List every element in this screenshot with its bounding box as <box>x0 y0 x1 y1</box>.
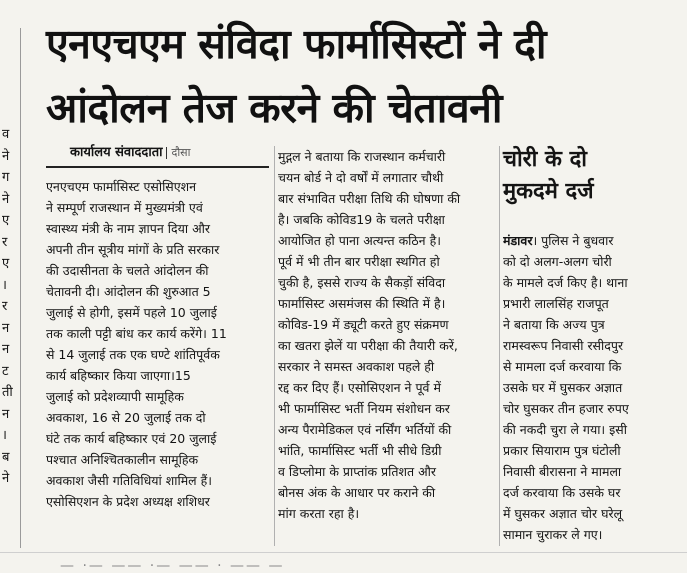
article-line: ने सम्पूर्ण राजस्थान में मुख्यमंत्री एवं <box>46 200 203 215</box>
fragment-glyph: ट <box>2 363 9 379</box>
story2-line: प्रकार सियाराम पुत्र घंटोली <box>503 443 621 458</box>
story2-line: की नकदी चुरा ले गया। इसी <box>503 422 627 437</box>
article-line: मुद्गल ने बताया कि राजस्थान कर्मचारी <box>278 149 446 164</box>
article-line: चयन बोर्ड ने दो वर्षों में लगातार चौथी <box>278 170 444 185</box>
fragment-glyph: न <box>2 342 10 357</box>
fragment-glyph: ने <box>2 471 10 486</box>
article-line: पश्चात अनिश्चितकालीन सामूहिक <box>46 452 199 467</box>
article-line: अवकाश जैसी गतिविधियां शामिल हैं। <box>46 473 212 488</box>
column-divider <box>274 146 275 546</box>
story2-line: सामान चुराकर ले गए। <box>503 527 603 542</box>
article-line: बोनस अंक के आधार पर कराने की <box>278 485 436 500</box>
article-line: जुलाई को प्रदेशव्यापी सामूहिक <box>46 389 184 404</box>
fragment-glyph: । <box>2 277 7 293</box>
article-column-2 <box>278 146 496 524</box>
fragment-glyph: र <box>2 234 8 250</box>
byline-city: दौसा <box>171 146 191 159</box>
story2-line: के मामले दर्ज किए है। थाना <box>503 275 628 290</box>
fragment-glyph: । <box>2 428 7 443</box>
headline-line-2: आंदोलन तेज करने की चेतावनी <box>46 84 503 132</box>
story2-line: उसके घर में घुसकर अज्ञात <box>503 380 623 395</box>
article-line: का खतरा झेलें या परीक्षा की तैयारी करें, <box>278 338 458 353</box>
fragment-glyph: ने <box>2 148 10 164</box>
article-line: व डिप्लोमा के प्राप्तांक प्रतिशत और <box>278 464 437 479</box>
article-line: रद्द कर दिए हैं। एसोसिएशन ने पूर्व में <box>278 380 441 395</box>
article-line: तक काली पट्टी बांध कर कार्य करेंगे। 11 <box>46 326 227 341</box>
byline-rule <box>46 166 269 168</box>
fragment-glyph: ए <box>2 213 10 228</box>
next-article-fragment: — ·— —— ·— —— · —— — <box>60 558 285 573</box>
story2-line: से मामला दर्ज करवाया कि <box>503 359 622 374</box>
article-line: अपनी तीन सूत्रीय मांगों के प्रति सरकार <box>46 242 220 257</box>
article-line: पूर्व में भी तीन बार परीक्षा स्थगित हो <box>278 254 440 269</box>
article-line: कार्य बहिष्कार किया जाएगा।15 <box>46 368 191 383</box>
fragment-glyph: व <box>2 127 10 142</box>
article-line: एसोसिएशन के प्रदेश अध्यक्ष शशिधर <box>46 494 210 509</box>
article-line: की उदासीनता के चलते आंदोलन की <box>46 263 209 278</box>
previous-column-fragment <box>0 28 22 548</box>
story2-body <box>503 230 665 545</box>
fragment-glyph: ब <box>2 449 10 465</box>
article-column-1 <box>46 176 271 512</box>
story2-first-line <box>503 230 665 251</box>
article-line: बार संभावित परीक्षा तिथि की घोषणा की <box>278 191 461 206</box>
byline <box>70 142 190 160</box>
byline-office: कार्यालय संवाददाता <box>70 145 163 160</box>
fragment-glyph: ने <box>2 191 10 207</box>
article-line: चेतावनी दी। आंदोलन की शुरुआत 5 <box>46 284 211 299</box>
story2-line: चोर घुसकर तीन हजार रुपए <box>503 401 629 416</box>
article-line: फार्मासिस्ट असमंजस की स्थिति में है। <box>278 296 446 311</box>
story2-dateline: मंडावर <box>503 233 533 248</box>
article-line: आयोजित हो पाना अत्यन्त कठिन है। <box>278 233 441 248</box>
article-line: घंटे तक कार्य बहिष्कार एवं 20 जुलाई <box>46 431 217 446</box>
article-line: भांति, फार्मासिस्ट भर्ती भी सीधे डिग्री <box>278 443 442 458</box>
column-edge-divider <box>20 28 21 548</box>
byline-separator <box>166 147 167 159</box>
story2-line: रामस्वरूप निवासी रसीदपुर <box>503 338 624 353</box>
story2-line: ने बताया कि अज्य पुत्र <box>503 317 605 332</box>
story2-line: प्रभारी लालसिंह राजपूत <box>503 296 609 311</box>
story2-headline <box>503 144 673 208</box>
story2-headline-line-1: चोरी के दो <box>503 147 587 172</box>
article-line: भी फार्मासिस्ट भर्ती नियम संशोधन कर <box>278 401 450 416</box>
article-line: है। जबकि कोविड19 के चलते परीक्षा <box>278 212 445 227</box>
bottom-rule <box>0 552 687 553</box>
story2-line: में घुसकर अज्ञात चोर घरेलू <box>503 506 623 521</box>
article-line: जुलाई से होगी, इसमें पहले 10 जुलाई <box>46 305 217 320</box>
column-divider <box>499 146 500 546</box>
story2-line: दर्ज करवाया कि उसके घर <box>503 485 621 500</box>
story2-first-line-text: । पुलिस ने बुधवार <box>532 233 614 248</box>
fragment-glyph: र <box>2 299 8 314</box>
fragment-glyph: ती <box>2 385 13 400</box>
story2-line: निवासी बीरासना ने मामला <box>503 464 622 479</box>
article-line: सरकार ने समस्त अवकाश पहले ही <box>278 359 435 374</box>
fragment-glyph: न <box>2 320 10 336</box>
fragment-glyph: ए <box>2 256 10 271</box>
article-line: स्वास्थ्य मंत्री के नाम ज्ञापन दिया और <box>46 221 210 236</box>
article-line: अवकाश, 16 से 20 जुलाई तक दो <box>46 410 206 425</box>
article-line: से 14 जुलाई तक एक घण्टे शांतिपूर्वक <box>46 347 220 362</box>
fragment-glyph: न <box>2 406 10 422</box>
headline-line-1: एनएचएम संविदा फार्मासिस्टों ने दी <box>46 20 547 68</box>
article-line: अन्य पैरामेडिकल एवं नर्सिंग भर्तियों की <box>278 422 452 437</box>
article-line: चुकी है, इससे राज्य के सैकड़ों संविदा <box>278 275 446 290</box>
story2-line: को दो अलग-अलग चोरी <box>503 254 612 269</box>
story2-headline-line-2: मुकदमे दर्ज <box>503 179 594 204</box>
article-line: मांग करता रहा है। <box>278 506 360 521</box>
article-line: कोविड-19 में ड्यूटी करते हुए संक्रमण <box>278 317 449 332</box>
article-line: एनएचएम फार्मासिस्ट एसोसिएशन <box>46 179 197 194</box>
fragment-glyph: ग <box>2 170 10 185</box>
